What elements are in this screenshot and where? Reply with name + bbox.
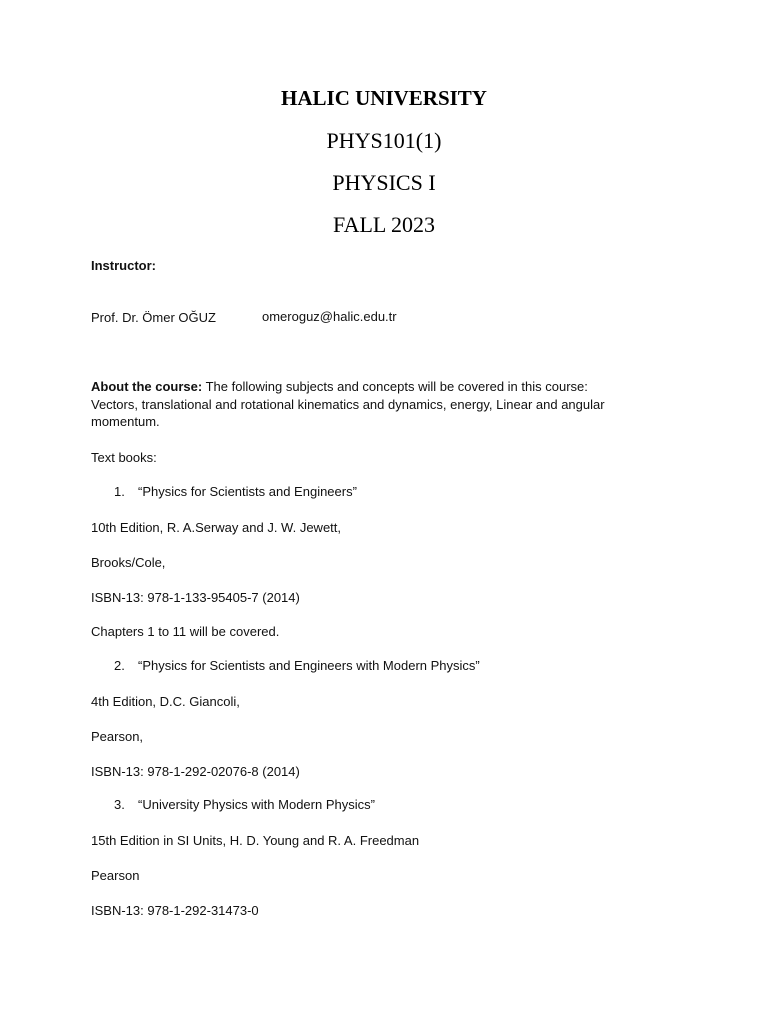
book-3-publisher: Pearson (91, 868, 140, 883)
book-3-edition: 15th Edition in SI Units, H. D. Young and R. A. Freedman (91, 833, 420, 848)
book-2-number: 2. (114, 658, 125, 673)
book-3-number: 3. (114, 797, 125, 812)
about-paragraph (91, 378, 691, 431)
course-code: PHYS101(1) (326, 128, 442, 153)
book-1-number: 1. (114, 484, 125, 499)
instructor-name: Prof. Dr. Ömer OĞUZ (91, 310, 216, 325)
about-text-line2: Vectors, translational and rotational kinematics and dynamics, energy, Linear and angular (91, 396, 605, 412)
book-1-title: “Physics for Scientists and Engineers” (138, 484, 357, 499)
instructor-email: omeroguz@halic.edu.tr (262, 309, 397, 324)
book-1-chapters: Chapters 1 to 11 will be covered. (91, 624, 280, 639)
about-text-line3: momentum. (91, 414, 160, 429)
university-title: HALIC UNIVERSITY (281, 86, 487, 110)
book-3-isbn: ISBN-13: 978-1-292-31473-0 (91, 903, 259, 918)
about-text-line1: The following subjects and concepts will be covered in this course: (202, 379, 588, 394)
book-2-title: “Physics for Scientists and Engineers with Modern Physics” (138, 658, 480, 673)
instructor-label: Instructor: (91, 258, 156, 273)
about-label: About the course: (91, 379, 203, 394)
book-3-title: “University Physics with Modern Physics” (138, 797, 375, 812)
book-2-publisher: Pearson, (91, 729, 144, 744)
book-2-isbn: ISBN-13: 978-1-292-02076-8 (2014) (91, 764, 300, 779)
course-name: PHYSICS I (332, 170, 436, 195)
book-1-isbn: ISBN-13: 978-1-133-95405-7 (2014) (91, 590, 300, 605)
book-1-edition: 10th Edition, R. A.Serway and J. W. Jewett, (91, 520, 342, 535)
textbooks-label: Text books: (91, 450, 157, 465)
course-term: FALL 2023 (332, 212, 436, 237)
book-1-publisher: Brooks/Cole, (91, 555, 166, 570)
book-2-edition: 4th Edition, D.C. Giancoli, (91, 694, 240, 709)
